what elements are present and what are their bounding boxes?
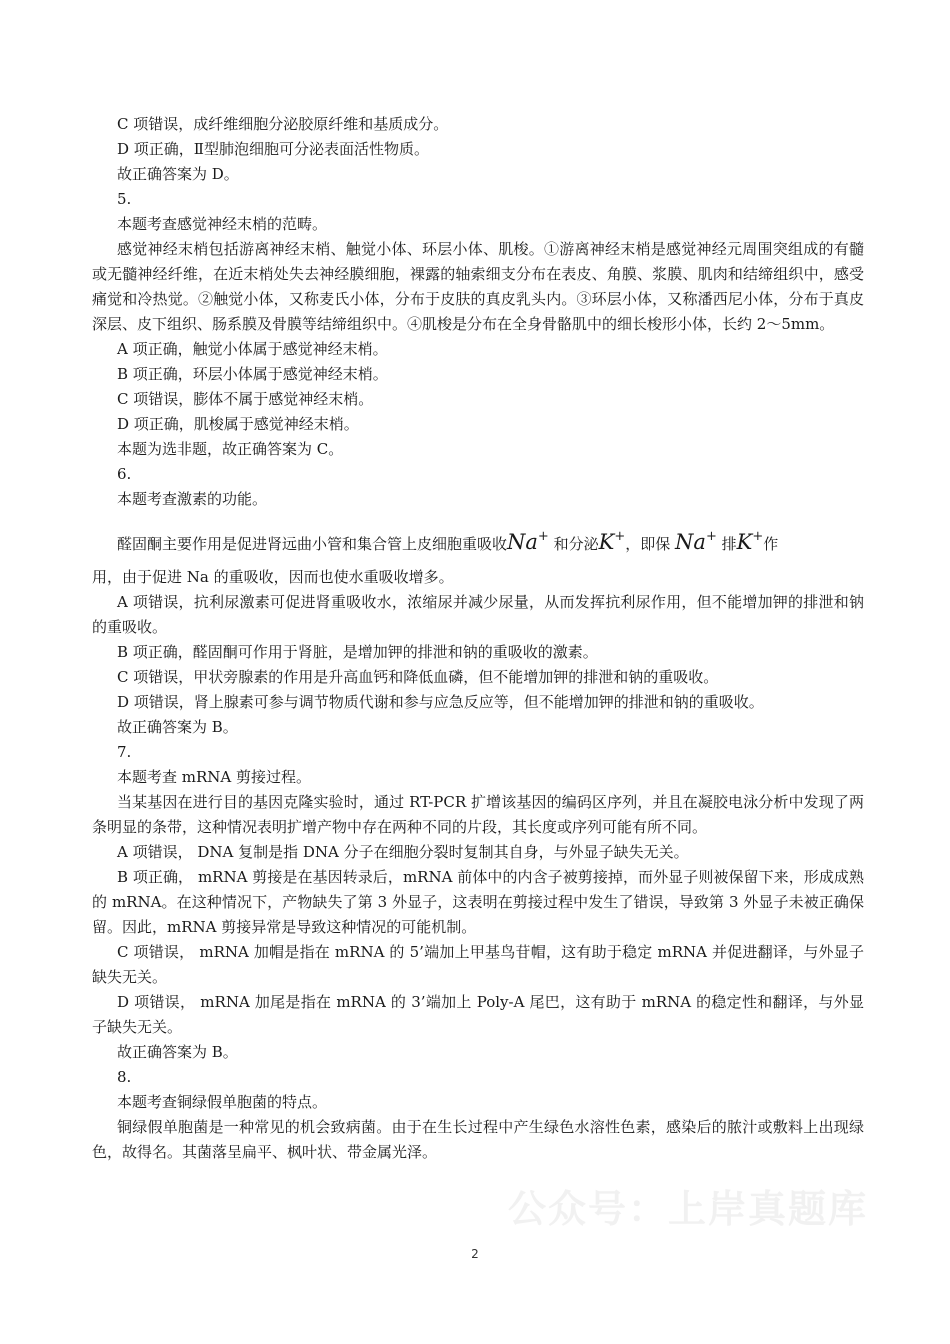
ion-charge: + <box>614 529 626 544</box>
paragraph: B 项正确，环层小体属于感觉神经末梢。 <box>117 365 388 383</box>
paragraph: D 项错误， mRNA 加尾是指在 mRNA 的 3’端加上 Poly-A 尾巴，这有助于 mRNA 的稳定性和翻译，与外显子缺失无关。 <box>92 993 864 1036</box>
paragraph: D 项正确，肌梭属于感觉神经末梢。 <box>117 415 359 433</box>
page-number: 2 <box>471 1247 479 1261</box>
paragraph: 铜绿假单胞菌是一种常见的机会致病菌。由于在生长过程中产生绿色水溶性色素，感染后的脓汁或敷料上出现绿色，故得名。其菌落呈扁平、枫叶状、带金属光泽。 <box>92 1118 864 1161</box>
paragraph: 本题为选非题，故正确答案为 C。 <box>117 440 344 458</box>
paragraph: B 项正确， mRNA 剪接是在基因转录后，mRNA 前体中的内含子被剪接掉，而外显子则被保留下来，形成成熟的 mRNA。在这种情况下，产物缺失了第 3 外显子，这表明在剪接过程中发生了错误，导致第 3 外显子未被正确保留。因此，mRNA 剪接异常是导致这种情况的可能机制。 <box>92 868 864 936</box>
text-fragment: 作 <box>763 535 779 553</box>
ion-charge: + <box>705 529 717 544</box>
paragraph: 故正确答案为 B。 <box>117 718 238 736</box>
paragraph: D 项错误，肾上腺素可参与调节物质代谢和参与应急反应等，但不能增加钾的排泄和钠的重吸收。 <box>117 693 764 711</box>
sodium-ion <box>507 530 549 554</box>
potassium-ion <box>599 530 626 554</box>
paragraph: C 项错误，成纤维细胞分泌胶原纤维和基质成分。 <box>117 115 449 133</box>
sodium-ion <box>675 530 717 554</box>
paragraph: C 项错误，膨体不属于感觉神经末梢。 <box>117 390 374 408</box>
paragraph: 当某基因在进行目的基因克隆实验时，通过 RT-PCR 扩增该基因的编码区序列，并且在凝胶电泳分析中发现了两条明显的条带，这种情况表明扩增产物中存在两种不同的片段，其长度或序列可能有所不同。 <box>92 793 864 836</box>
paragraph: D 项正确，Ⅱ型肺泡细胞可分泌表面活性物质。 <box>117 140 429 158</box>
paragraph: 感觉神经末梢包括游离神经末梢、触觉小体、环层小体、肌梭。①游离神经末梢是感觉神经元周围突组成的有髓或无髓神经纤维，在近末梢处失去神经膜细胞，裸露的轴索细支分布在表皮、角膜、浆膜、肌肉和结缔组织中，感受痛觉和冷热觉。②触觉小体，又称麦氏小体，分布于皮肤的真皮乳头内。③环层小体，又称潘西尼小体，分布于真皮深层、皮下组织、肠系膜及骨膜等结缔组织中。④肌梭是分布在全身骨骼肌中的细长梭形小体，长约 2～5mm。 <box>92 240 864 333</box>
paragraph: C 项错误，甲状旁腺素的作用是升高血钙和降低血磷，但不能增加钾的排泄和钠的重吸收。 <box>117 668 719 686</box>
ion-charge: + <box>752 529 764 544</box>
paragraph: 本题考查 mRNA 剪接过程。 <box>117 768 312 786</box>
paragraph: C 项错误， mRNA 加帽是指在 mRNA 的 5’端加上甲基鸟苷帽，这有助于稳定 mRNA 并促进翻译，与外显子缺失无关。 <box>92 943 864 986</box>
ion-symbol: K <box>598 530 615 554</box>
ion-symbol: Na <box>675 530 706 554</box>
paragraph: B 项正确，醛固酮可作用于肾脏，是增加钾的排泄和钠的重吸收的激素。 <box>117 643 598 661</box>
text-fragment: ，即保 <box>625 535 671 553</box>
aldosterone-paragraph <box>92 520 864 561</box>
question-number: 7. <box>117 743 132 761</box>
question-number: 6. <box>117 465 132 483</box>
paragraph: A 项正确，触觉小体属于感觉神经末梢。 <box>117 340 388 358</box>
text-fragment: 醛固酮主要作用是促进肾远曲小管和集合管上皮细胞重吸收 <box>117 535 508 553</box>
paragraph: 本题考查感觉神经末梢的范畴。 <box>117 215 328 233</box>
question-number: 8. <box>117 1068 132 1086</box>
paragraph: 本题考查激素的功能。 <box>117 490 268 508</box>
paragraph: A 项错误， DNA 复制是指 DNA 分子在细胞分裂时复制其自身，与外显子缺失无关。 <box>117 843 689 861</box>
paragraph: A 项错误，抗利尿激素可促进肾重吸收水，浓缩尿并减少尿量，从而发挥抗利尿作用，但不能增加钾的排泄和钠的重吸收。 <box>92 593 864 636</box>
paragraph: 故正确答案为 B。 <box>117 1043 238 1061</box>
document-body <box>92 112 864 1165</box>
text-fragment: 和分泌 <box>553 535 599 553</box>
ion-charge: + <box>537 529 549 544</box>
ion-symbol: K <box>736 530 753 554</box>
potassium-ion <box>737 530 764 554</box>
ion-symbol: Na <box>507 530 538 554</box>
text-fragment: 排 <box>721 535 737 553</box>
paragraph: 本题考查铜绿假单胞菌的特点。 <box>117 1093 328 1111</box>
paragraph: 故正确答案为 D。 <box>117 165 239 183</box>
question-number: 5. <box>117 190 132 208</box>
watermark: 公众号：上岸真题库 <box>508 1187 869 1231</box>
paragraph-continuation: 用，由于促进 Na 的重吸收，因而也使水重吸收增多。 <box>92 568 454 586</box>
